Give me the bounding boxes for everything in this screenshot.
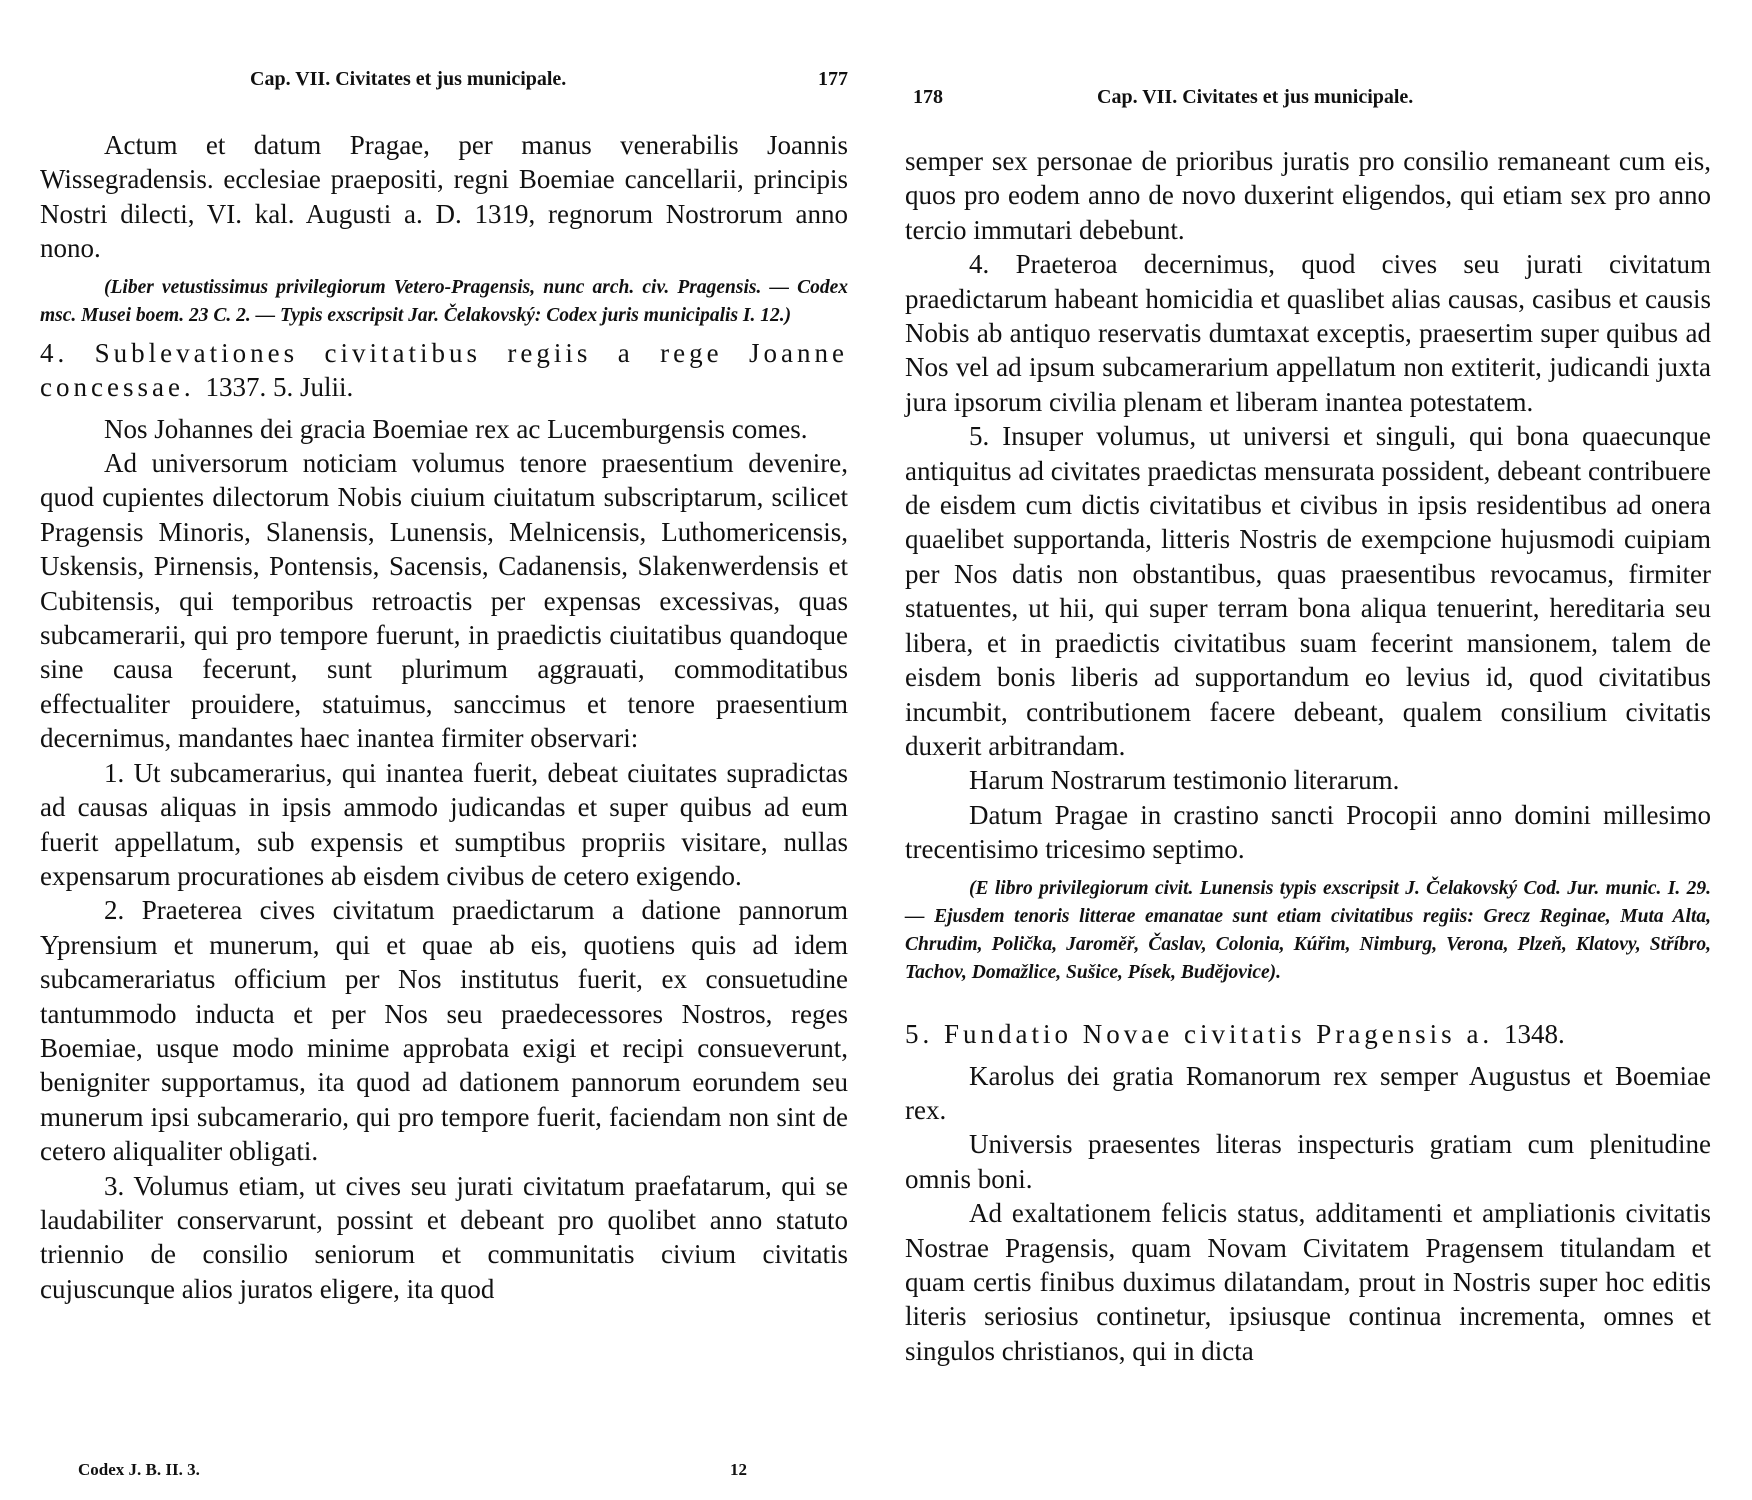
right-page [905, 0, 1711, 1366]
signature-mark: Codex J. B. II. 3. [78, 1460, 200, 1479]
paragraph: Nos Johannes dei gracia Boemiae rex ac Lucemburgensis comes. [104, 413, 808, 444]
citation-note: (Liber vetustissimus privilegiorum Vetero-Pragensis, nunc arch. civ. Pragensis. — Codex msc. Musei boem. 23 C. 2. — Typis exscripsit Jar. Čelakovský: Codex juris municipalis I. 12.) [40, 276, 848, 326]
paragraph: Actum et datum Pragae, per manus venerabilis Joannis Wissegradensis. ecclesiae praepositi, regni Boemiae cancellarii, principis Nostri dilecti, VI. kal. Augusti a. D. 1319, regnorum Nostrorum anno nono. [40, 130, 848, 264]
paragraph: 3. Volumus etiam, ut cives seu jurati civitatum praefatarum, qui se laudabiliter conservarunt, possint et debeant pro quolibet anno statuto triennio de consilio seniorum et communitatis civium civitatis cujuscunque alios juratos eligere, ita quod [40, 1170, 848, 1304]
paragraph: Universis praesentes literas inspecturis gratiam cum plenitudine omnis boni. [905, 1129, 1711, 1194]
section-heading-date: 1337. 5. Julii. [205, 371, 354, 402]
page-number: 177 [818, 68, 848, 90]
running-title: Cap. VII. Civitates et jus municipale. [250, 68, 567, 90]
running-head [40, 0, 848, 90]
spacer [905, 993, 1711, 1013]
paragraph: Harum Nostrarum testimonio literarum. [969, 765, 1400, 796]
paragraph: 1. Ut subcamerarius, qui inantea fuerit, debeat ciuitates supradictas ad causas aliquas in ipsis ammodo judicandas et super quibus ad eum fuerit appellatum, sub expensis et sumptibus propriis visitare, nullas expensarum procurationes ab eisdem civibus de cetero exigendo. [40, 757, 848, 891]
paragraph: 4. Praeteroa decernimus, quod cives seu jurati civitatum praedictarum habeant homicidia et quaslibet alias causas, casibus et causis Nobis ab antiquo reservatis dumtaxat exceptis, praesertim super quibus ad Nos vel ad ipsum subcamerarium appellatum non extiterit, judicandi juxta jura ipsorum civilia plenam et liberam inantea potestatem. [905, 249, 1711, 417]
running-title: Cap. VII. Civitates et jus municipale. [1097, 86, 1414, 108]
page-number: 178 [913, 86, 943, 108]
paragraph: Datum Pragae in crastino sancti Procopii anno domini millesimo trecentisimo tricesimo septimo. [905, 799, 1711, 865]
section-heading-date: 1348. [1503, 1018, 1565, 1049]
quire-number: 12 [730, 1460, 747, 1479]
paragraph: Ad universorum noticiam volumus tenore praesentium devenire, quod cupientes dilectorum Nobis ciuium ciuitatum subscriptarum, scilicet Pragensis Minoris, Slanensis, Lunensis, Melnicensis, Luthomericensis, Uskensis, Pirnensis, Pontensis, Sacensis, Cadanensis, Slakenwerdensis et Cubitensis, qui temporibus retroactis per expensas excessivas, quas subcamerarii, qui pro tempore fuerunt, in praedictis ciuitatibus quandoque sine causa fecerunt, sunt plurimum aggrauati, commoditatibus effectualiter prouidere, statuimus, sanccimus et tenore praesentium decernimus, mandantes haec inantea firmiter observari: [40, 448, 848, 754]
page-body [905, 144, 1711, 1368]
paragraph: 5. Insuper volumus, ut universi et singuli, qui bona quaecunque antiquitus ad civitates praedictas mensurata possident, debeant contribuere de eisdem cum dictis civitatibus et civibus in ipsis residentibus ad onera quaelibet supportanda, litteris Nostris de exempcione hujusmodi cuipiam per Nos datis non obstantibus, quas praesentibus revocamus, firmiter statuentes, ut hii, qui super terram bona aliqua tenuerint, hereditaria seu libera, et in praedictis civitatibus suam fecerint mansionem, talem de eisdem bonis liberis ad supportandum eo levius id, quod civitatibus incumbit, contributionem facere debeant, qualem consilium civitatis duxerit arbitrandam. [905, 421, 1711, 761]
page-body [40, 128, 848, 1306]
section-heading [40, 336, 848, 404]
paragraph: Karolus dei gratia Romanorum rex semper Augustus et Boemiae rex. [905, 1060, 1711, 1125]
paragraph: 2. Praeterea cives civitatum praedictarum a datione pannorum Yprensium et munerum, qui et quae ab eis, quotiens quis ad idem subcamerariatus officium per Nos institutus fuerit, ex consuetudine tantummodo inducta et per Nos seu praedecessores Nostros, reges Boemiae, usque modo minime approbata exigi et recipi consueverunt, benigniter supportamus, ita quod ad dationem pannorum eorundem seu munerum ipsi subcamerario, qui pro tempore fuerit, faciendam non sint de cetero aliqualiter obligati. [40, 895, 848, 1167]
section-heading [905, 1017, 1711, 1051]
left-page [40, 0, 848, 1479]
section-heading-title: 5. Fundatio Novae civitatis Pragensis a. [905, 1018, 1494, 1049]
citation-note: (E libro privilegiorum civit. Lunensis typis exscripsit J. Čelakovský Cod. Jur. munic. I. 29. — Ejusdem tenoris litterae emanatae sunt etiam civitatibus regiis: Grecz Reginae, Muta Alta, Chrudim, Polička, Jaroměř, Časlav, Colonia, Kúřim, Nimburg, Verona, Plzeň, Klatovy, Stříbro, Tachov, Domažlice, Sušice, Písek, Budějovice). [905, 877, 1711, 983]
paragraph: Ad exaltationem felicis status, additamenti et ampliationis civitatis Nostrae Pragensis, quam Novam Civitatem Pragensem titulandam et quam certis finibus duximus dilatandam, prout in Nostris super hoc editis literis seriosius continetur, ipsiusque continua incrementa, omnes et singulos christianos, qui in dicta [905, 1198, 1711, 1366]
paragraph: semper sex personae de prioribus juratis pro consilio remaneant cum eis, quos pro eodem anno de novo duxerint eligendos, qui etiam sex pro anno tercio immutari debebunt. [905, 146, 1711, 245]
running-head [905, 0, 1711, 108]
section-heading-title: 4. Sublevationes civitatibus regiis a rege Joanne concessae. [40, 337, 848, 402]
